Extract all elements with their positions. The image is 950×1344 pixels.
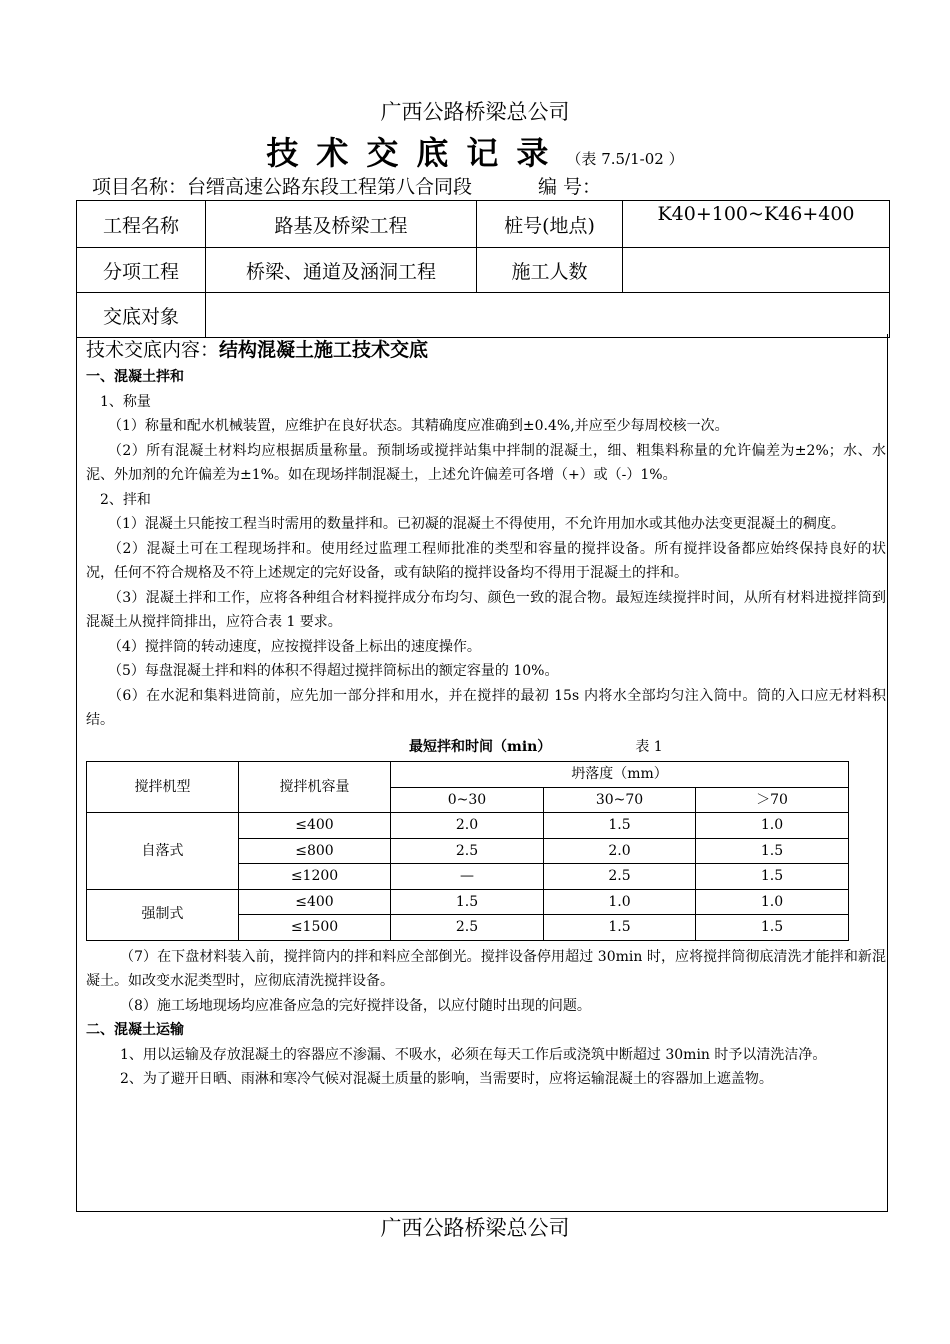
value-cell: 2.5 bbox=[391, 838, 544, 864]
sub-project-value: 桥梁、通道及涵洞工程 bbox=[206, 248, 477, 293]
paragraph: 1、用以运输及存放混凝土的容器应不渗漏、不吸水，必须在每天工作后或浇筑中断超过 30min 时予以清洗洁净。 bbox=[120, 1046, 827, 1063]
value-cell: 1.0 bbox=[544, 889, 696, 915]
mixing-time-table bbox=[86, 761, 849, 941]
header-mixer-capacity: 搅拌机容量 bbox=[239, 762, 391, 813]
paragraph: （5）每盘混凝土拌和料的体积不得超过搅拌筒标出的额定容量的 10%。 bbox=[108, 663, 559, 679]
paragraph: （2）所有混凝土材料均应根据质量称量。预制场或搅拌站集中拌制的混凝土，细、粗集料称量的允许偏差为±2%；水、水泥、外加剂的允许偏差为±1%。如在现场拌制混凝土，上述允许偏差可各增（+）或（-）1%。 bbox=[86, 442, 886, 483]
subsection-weighing: 1、称量 bbox=[100, 393, 151, 410]
paragraph: （1）混凝土只能按工程当时需用的数量拌和。已初凝的混凝土不得使用，不允许用加水或其他办法变更混凝土的稠度。 bbox=[108, 516, 845, 532]
value-cell: 1.5 bbox=[544, 813, 696, 839]
content-label: 技术交底内容： bbox=[86, 339, 220, 361]
table-caption: 最短拌和时间（min） bbox=[409, 738, 552, 755]
group-free-fall: 自落式 bbox=[87, 813, 239, 890]
value-cell: 1.0 bbox=[696, 813, 849, 839]
workers-label: 施工人数 bbox=[477, 248, 623, 293]
workers-value bbox=[623, 248, 890, 293]
value-cell: — bbox=[391, 864, 544, 890]
capacity-cell: ≤800 bbox=[239, 838, 391, 864]
value-cell: 1.5 bbox=[696, 864, 849, 890]
project-label: 项目名称：台缙高速公路东段工程第八合同段 bbox=[92, 176, 473, 198]
paragraph: （1）称量和配水机械装置，应维护在良好状态。其精确度应准确到±0.4%,并应至少每周校核一次。 bbox=[108, 418, 729, 434]
table-caption-row bbox=[86, 735, 886, 760]
info-table bbox=[76, 200, 890, 338]
number-label: 编 号： bbox=[538, 176, 602, 198]
paragraph: （3）混凝土拌和工作，应将各种组合材料搅拌成分布均匀、颜色一致的混合物。最短连续搅拌时间，从所有材料进搅拌筒到混凝土从搅拌筒排出，应符合表 1 要求。 bbox=[86, 589, 886, 630]
content-topic: 结构混凝土施工技术交底 bbox=[219, 339, 429, 361]
table-row bbox=[87, 813, 849, 839]
header-slump-range: ＞70 bbox=[696, 787, 849, 813]
project-name-label: 工程名称 bbox=[77, 201, 206, 248]
header-slump-range: 0~30 bbox=[391, 787, 544, 813]
value-cell: 1.5 bbox=[696, 915, 849, 941]
station-value: K40+100~K46+400 bbox=[623, 201, 890, 248]
table-label: 表 1 bbox=[635, 738, 663, 755]
value-cell: 1.5 bbox=[391, 889, 544, 915]
value-cell: 1.5 bbox=[544, 915, 696, 941]
target-value bbox=[206, 293, 890, 338]
capacity-cell: ≤1500 bbox=[239, 915, 391, 941]
capacity-cell: ≤400 bbox=[239, 889, 391, 915]
value-cell: 1.5 bbox=[696, 838, 849, 864]
section-1-title: 一、混凝土拌和 bbox=[86, 369, 184, 385]
footer-company: 广西公路桥梁总公司 bbox=[380, 1216, 570, 1240]
content-body bbox=[86, 337, 886, 1092]
group-forced: 强制式 bbox=[87, 889, 239, 940]
table-row bbox=[87, 889, 849, 915]
header-slump-range: 30~70 bbox=[544, 787, 696, 813]
station-label: 桩号(地点) bbox=[477, 201, 623, 248]
paragraph: （7）在下盘材料装入前，搅拌筒内的拌和料应全部倒光。搅拌设备停用超过 30min 时，应将搅拌筒彻底清洗才能拌和新混凝土。如改变水泥类型时，应彻底清洗搅拌设备。 bbox=[86, 948, 886, 989]
value-cell: 1.0 bbox=[696, 889, 849, 915]
paragraph: 2、为了避开日晒、雨淋和寒冷气候对混凝土质量的影响，当需要时，应将运输混凝土的容器加上遮盖物。 bbox=[120, 1071, 773, 1087]
project-line bbox=[92, 172, 601, 199]
subsection-mixing: 2、拌和 bbox=[100, 491, 151, 508]
title-row bbox=[0, 128, 950, 174]
sub-project-label: 分项工程 bbox=[77, 248, 206, 293]
project-name-value: 路基及桥梁工程 bbox=[206, 201, 477, 248]
paragraph: （8）施工场地现场均应准备应急的完好搅拌设备，以应付随时出现的问题。 bbox=[120, 997, 591, 1014]
capacity-cell: ≤400 bbox=[239, 813, 391, 839]
paragraph: （4）搅拌筒的转动速度，应按搅拌设备上标出的速度操作。 bbox=[108, 638, 481, 655]
value-cell: 2.5 bbox=[544, 864, 696, 890]
target-label: 交底对象 bbox=[77, 293, 206, 338]
value-cell: 2.0 bbox=[544, 838, 696, 864]
section-2-title: 二、混凝土运输 bbox=[86, 1022, 184, 1038]
paragraph: （2）混凝土可在工程现场拌和。使用经过监理工程师批准的类型和容量的搅拌设备。所有搅拌设备都应始终保持良好的状况，任何不符合规格及不符上述规定的完好设备，或有缺陷的搅拌设备均不得用于混凝土的拌和。 bbox=[86, 540, 886, 581]
document-title: 技术交底记录 bbox=[266, 134, 567, 172]
value-cell: 2.0 bbox=[391, 813, 544, 839]
value-cell: 2.5 bbox=[391, 915, 544, 941]
form-code: （表 7.5/1-02 ） bbox=[566, 150, 684, 168]
paragraph: （6）在水泥和集料进筒前，应先加一部分拌和用水，并在搅拌的最初 15s 内将水全部均匀注入筒中。筒的入口应无材料积结。 bbox=[86, 687, 886, 728]
header-mixer-type: 搅拌机型 bbox=[87, 762, 239, 813]
capacity-cell: ≤1200 bbox=[239, 864, 391, 890]
company-name: 广西公路桥梁总公司 bbox=[380, 100, 570, 124]
header-slump: 坍落度（mm） bbox=[391, 762, 849, 788]
content-heading bbox=[86, 337, 886, 363]
